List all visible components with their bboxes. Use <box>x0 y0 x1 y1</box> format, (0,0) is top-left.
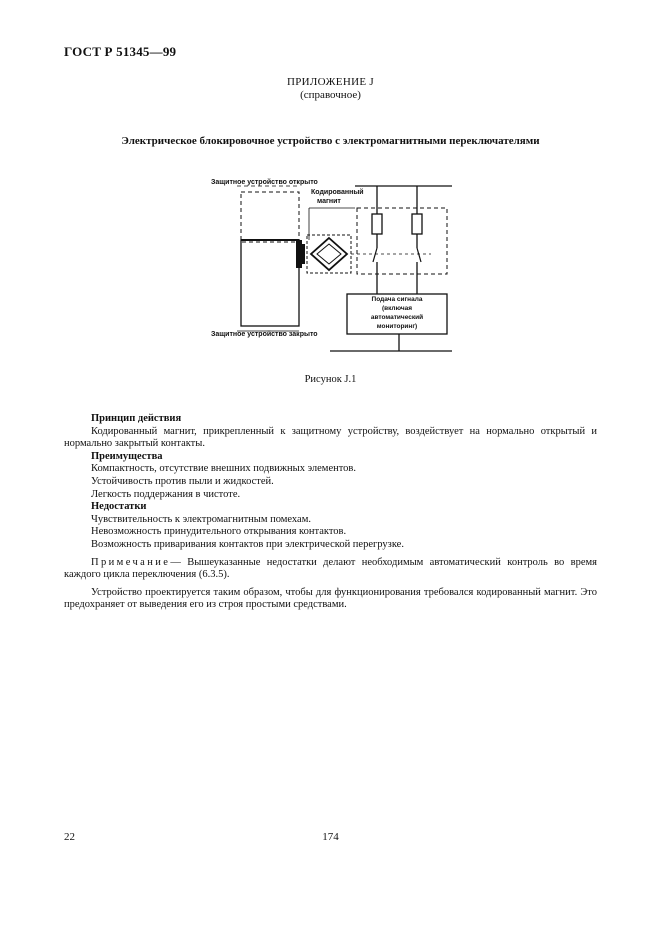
advantage-item: Компактность, отсутствие внешних подвижных элементов. <box>91 463 357 475</box>
label-guard-open: Защитное устройство открыто <box>211 179 318 186</box>
coded-magnet-face <box>301 244 305 264</box>
drawback-item: Чувствительность к электромагнитным помехам. <box>91 513 311 525</box>
drawback-item: Невозможность принудительного открывания контактов. <box>91 526 347 538</box>
section-heading: Электрическое блокировочное устройство с электромагнитными переключателями <box>121 135 540 147</box>
label-signal-1: Подача сигнала <box>371 296 423 303</box>
drawback-item: Возможность приваривания контактов при электрической перегрузке. <box>91 538 404 550</box>
guard-closed-body <box>241 240 299 326</box>
label-magnet-1: Кодированный <box>311 189 364 196</box>
advantages-heading: Преимущества <box>91 450 163 462</box>
appendix-title: ПРИЛОЖЕНИЕ J <box>287 76 374 88</box>
appendix-subtitle: (справочное) <box>300 89 361 101</box>
label-signal-2: (включая <box>381 305 413 312</box>
label-magnet-2: магнит <box>317 198 341 205</box>
advantage-item: Легкость поддержания в чистоте. <box>91 488 241 500</box>
interlock-diagram <box>205 168 455 358</box>
contacts-box <box>357 208 447 274</box>
guard-open-outline <box>241 192 299 242</box>
coil-right <box>412 214 422 234</box>
page-number-left: 22 <box>64 831 75 843</box>
body-text <box>64 413 597 612</box>
note-body: — Вышеуказанные недостатки делают необходимым автоматический контроль во время каждого цикла переключения (6.3.5). <box>64 556 597 581</box>
coil-left <box>372 214 382 234</box>
sensor-inner-diamond <box>317 244 341 264</box>
label-guard-closed: Защитное устройство закрыто <box>211 331 318 338</box>
principle-heading: Принцип действия <box>91 413 182 424</box>
advantage-item: Устойчивость против пыли и жидкостей. <box>91 475 274 487</box>
note-paragraph <box>64 557 597 582</box>
final-paragraph: Устройство проектируется таким образом, чтобы для функционирования требовался кодированный магнит. Это предохраняет от выведения его из строя простыми средствами. <box>64 586 597 611</box>
label-signal-4: мониторинг) <box>376 323 418 330</box>
standard-code: ГОСТ Р 51345—99 <box>64 44 177 59</box>
label-signal-3: автоматический <box>370 314 424 321</box>
note-label: Примечание <box>91 556 171 568</box>
principle-paragraph: Кодированный магнит, прикрепленный к защитному устройству, воздействует на нормально открытый и нормально закрытый контакты. <box>64 425 597 450</box>
page-number-center: 174 <box>322 831 339 843</box>
figure-caption: Рисунок J.1 <box>304 374 357 385</box>
drawbacks-heading: Недостатки <box>91 501 147 513</box>
sensor-outline <box>307 235 351 273</box>
